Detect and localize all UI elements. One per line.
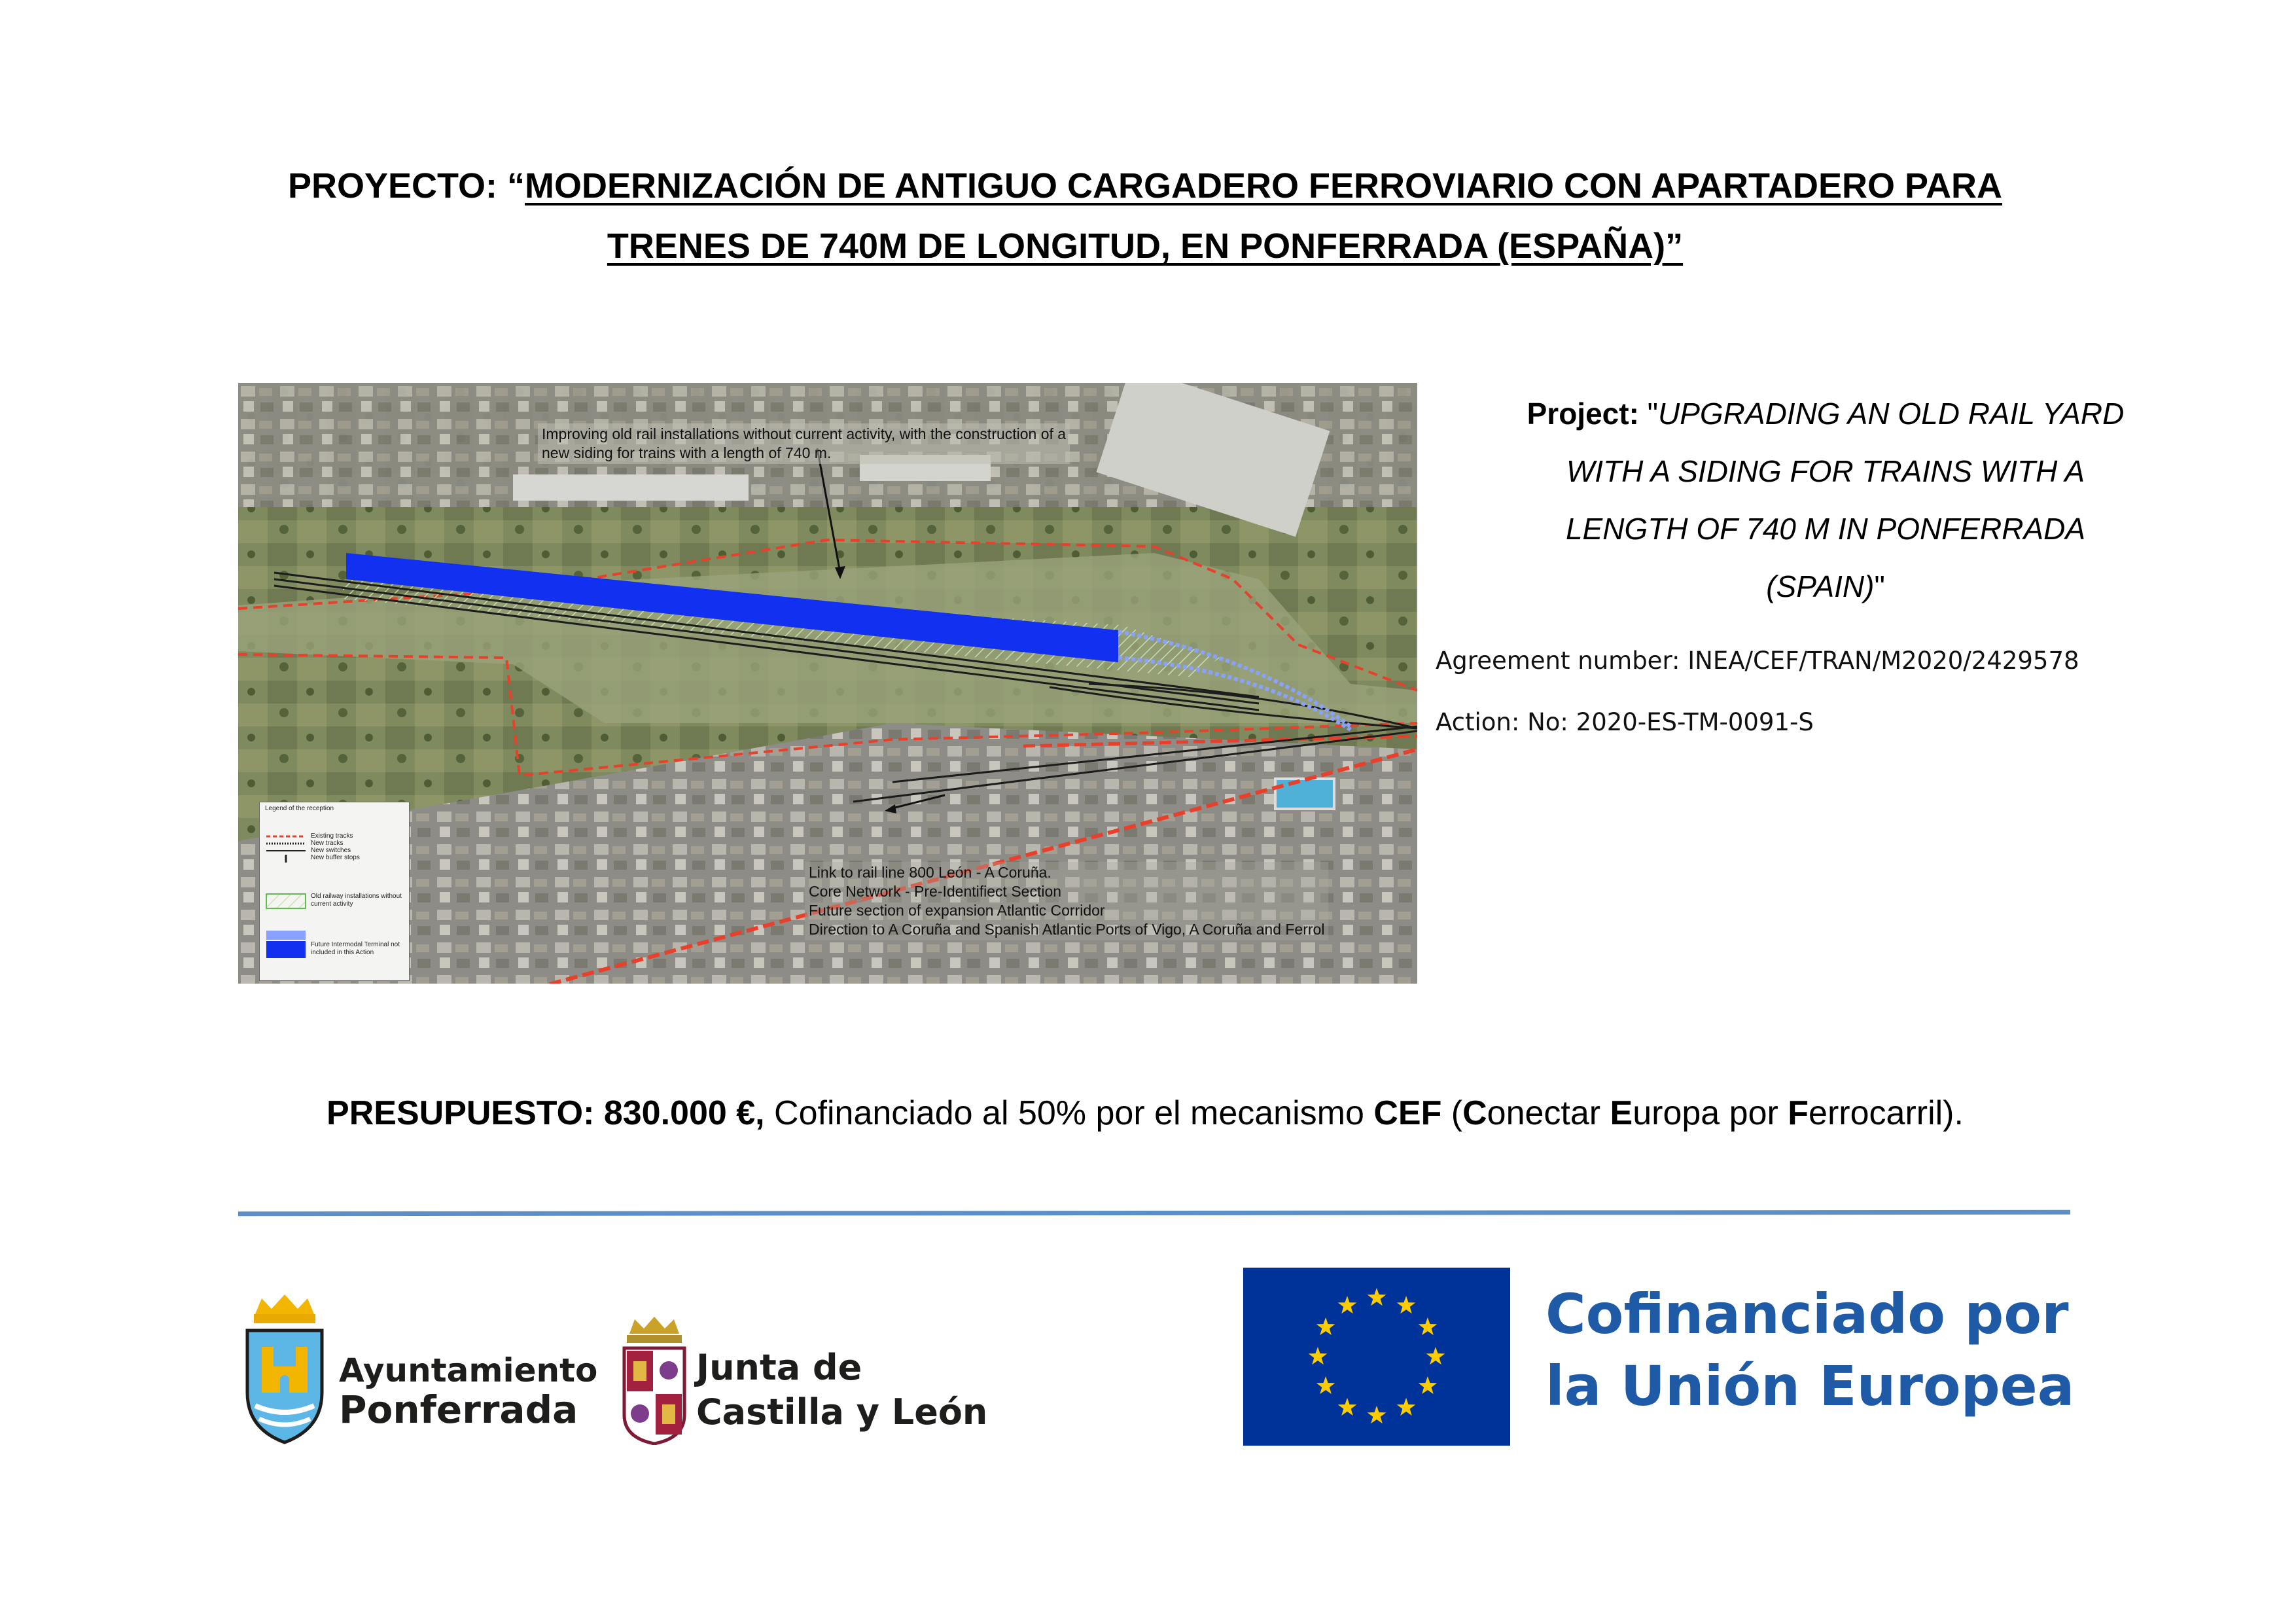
project-line-2: WITH A SIDING FOR TRAINS WITH A — [1566, 454, 2085, 488]
eu-star-icon — [1309, 1347, 1328, 1364]
legend-new-switches: New switches — [311, 847, 351, 854]
project-english — [1420, 385, 2231, 615]
title-underlined-2: TRENES DE 740M DE LONGITUD, EN PONFERRADA (ESPAÑA)” — [607, 226, 1684, 266]
map-note-top: Improving old rail installations without current activity, with the construction of a new siding for trains with a length of 740 m. — [538, 423, 1070, 464]
ponferrada-line-1: Ayuntamiento — [339, 1351, 598, 1389]
map-legend — [259, 802, 410, 981]
title-line-2 — [131, 216, 2159, 276]
eu-star-icon — [1338, 1296, 1357, 1313]
project-line-1: Project: "UPGRADING AN OLD RAIL YARD — [1527, 397, 2125, 431]
project-line-3: LENGTH OF 740 M IN PONFERRADA — [1565, 512, 2086, 546]
ponferrada-line-2: Ponferrada — [339, 1387, 578, 1432]
legend-old-installations: Old railway installations without current activity — [311, 893, 402, 908]
divider-line — [238, 1210, 2070, 1216]
project-line-4: (SPAIN)" — [1766, 569, 1885, 603]
eu-stars-icon — [1243, 1268, 1510, 1446]
budget-line: PRESUPUESTO: 830.000 €, Cofinanciado al 50% por el mecanismo CEF (Conectar Europa por Ferrocarril). — [327, 1094, 1964, 1132]
legend-future-terminal: Future Intermodal Terminal not included in this Action — [311, 941, 400, 956]
document-title — [131, 156, 2159, 276]
jcyl-shield-icon — [620, 1317, 688, 1445]
eu-star-icon — [1368, 1288, 1386, 1306]
eu-star-icon — [1338, 1398, 1357, 1416]
action-number: Action: No: 2020-ES-TM-0091-S — [1436, 708, 1814, 736]
eu-line-2: la Unión Europea — [1545, 1354, 2075, 1418]
eu-star-icon — [1419, 1376, 1438, 1394]
eu-star-icon — [1397, 1296, 1416, 1313]
map-note-bottom: Link to rail line 800 León - A Coruña. Core Network - Pre-Identifiect Section Future section of expansion Atlantic Corridor Direction to A Coruña and Spanish Atlantic Ports of Vigo, A Coruña and Ferrol — [805, 862, 1328, 940]
jcyl-line-1: Junta de — [696, 1347, 862, 1388]
agreement-number: Agreement number: INEA/CEF/TRAN/M2020/2429578 — [1436, 647, 2079, 675]
eu-star-icon — [1426, 1347, 1445, 1364]
legend-new-tracks: New tracks — [311, 840, 344, 847]
eu-star-icon — [1397, 1398, 1416, 1416]
title-underlined-1: MODERNIZACIÓN DE ANTIGUO CARGADERO FERROVIARIO CON APARTADERO PARA — [525, 166, 2003, 205]
eu-star-icon — [1316, 1317, 1335, 1335]
eu-star-icon — [1368, 1406, 1386, 1423]
eu-line-1: Cofinanciado por — [1545, 1282, 2069, 1346]
eu-star-icon — [1316, 1376, 1335, 1394]
legend-title: Legend of the reception — [265, 805, 334, 812]
aerial-map — [238, 383, 1417, 984]
ponferrada-crest-icon — [242, 1294, 327, 1445]
jcyl-line-2: Castilla y León — [696, 1391, 988, 1433]
title-line-1: PROYECTO: “MODERNIZACIÓN DE ANTIGUO CARGADERO FERROVIARIO CON APARTADERO PARA — [287, 166, 2003, 205]
legend-existing-tracks: Existing tracks — [311, 832, 353, 840]
legend-buffer-stops: New buffer stops — [311, 854, 360, 861]
eu-flag — [1243, 1268, 1510, 1446]
eu-star-icon — [1419, 1317, 1438, 1335]
